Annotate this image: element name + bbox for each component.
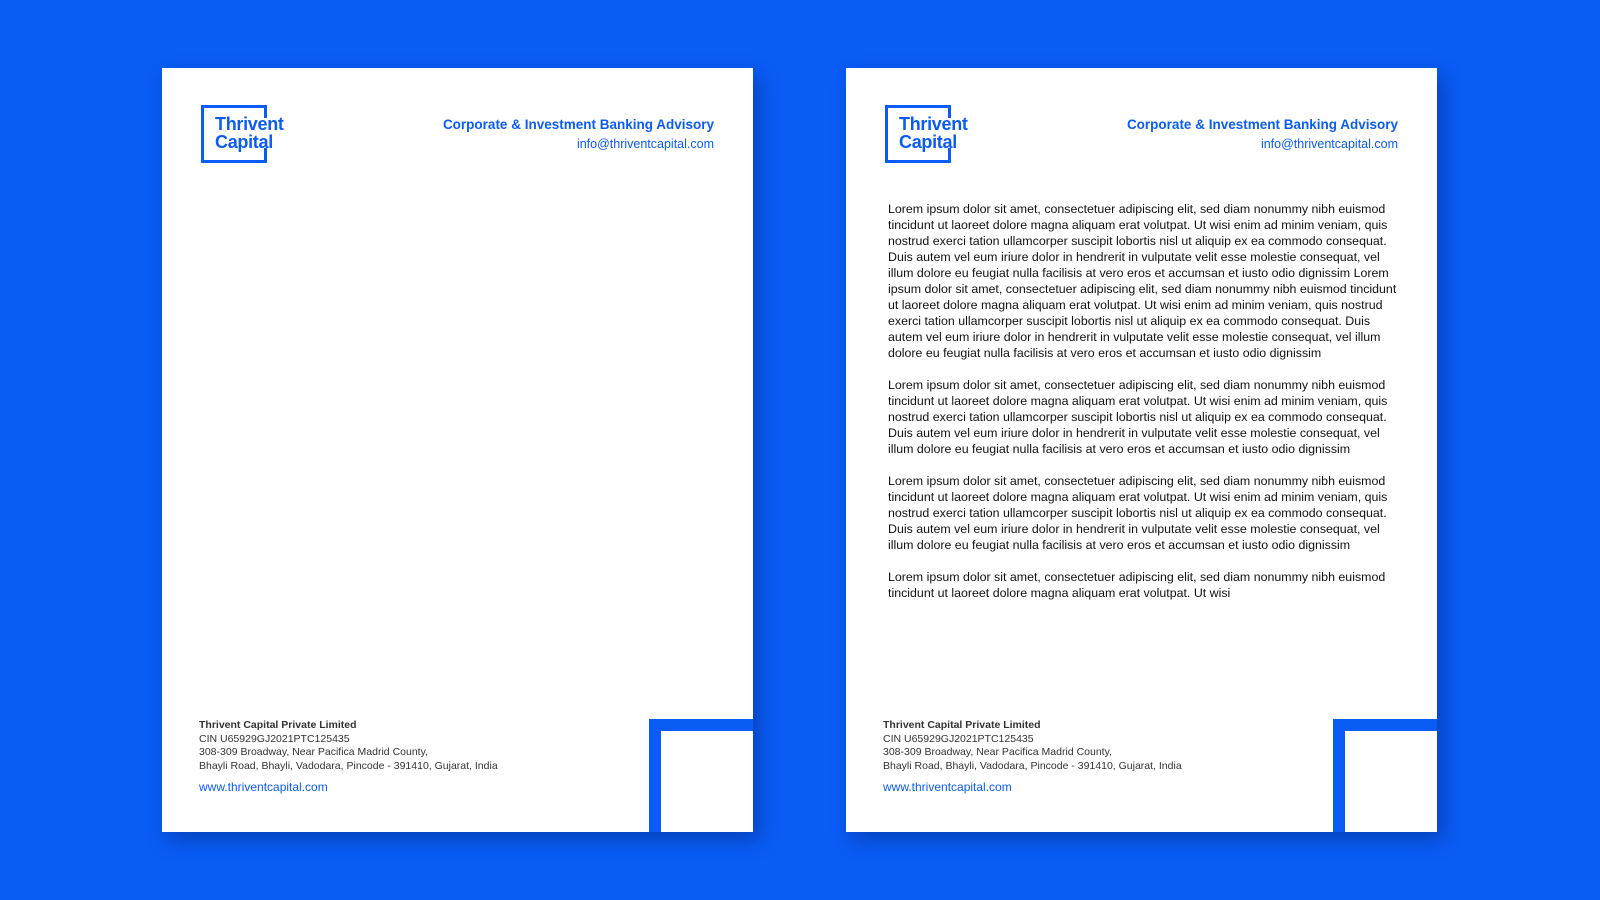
footer-cin: CIN U65929GJ2021PTC125435 — [199, 732, 350, 745]
footer-address-block — [883, 719, 1182, 795]
logo-line-2: Capital — [899, 132, 957, 152]
corner-frame-inner — [1345, 731, 1437, 832]
footer-website: www.thriventcapital.com — [883, 780, 1012, 794]
footer-cin: CIN U65929GJ2021PTC125435 — [883, 732, 1034, 745]
footer-address-line-1: 308-309 Broadway, Near Pacifica Madrid County, — [199, 746, 428, 758]
header-tagline: Corporate & Investment Banking Advisory — [442, 117, 714, 132]
corner-frame-decoration — [1333, 719, 1437, 832]
thrivent-logo — [885, 105, 968, 163]
logo-wordmark — [215, 115, 284, 151]
footer-company: Thrivent Capital Private Limited — [883, 719, 1041, 731]
body-paragraph-2: Lorem ipsum dolor sit amet, consectetuer adipiscing elit, sed diam nonummy nibh euismod tincidunt ut laoreet dolore magna aliquam erat volutpat. Ut wisi enim ad minim veniam, quis nostrud exerci tation ullamcorper suscipit lobortis nisl ut aliquip ex ea commodo consequat. Duis autem vel eum iriure dolor in hendrerit in vulputate velit esse molestie consequat, vel illum dolore eu feugiat nulla facilisis at vero eros et accumsan et iusto odio dignissim — [888, 378, 1388, 456]
footer-address-line-2: Bhayli Road, Bhayli, Vadodara, Pincode - 391410, Gujarat, India — [199, 759, 498, 772]
header-tagline: Corporate & Investment Banking Advisory — [1126, 117, 1398, 132]
header-email: info@thriventcapital.com — [576, 137, 714, 151]
corner-frame-decoration — [649, 719, 753, 832]
footer-address-block — [199, 719, 498, 795]
logo-wordmark — [899, 115, 968, 151]
letterhead-blank — [162, 68, 753, 832]
thrivent-logo — [201, 105, 284, 163]
footer-company: Thrivent Capital Private Limited — [199, 719, 357, 731]
body-paragraph-1: Lorem ipsum dolor sit amet, consectetuer adipiscing elit, sed diam nonummy nibh euismod tincidunt ut laoreet dolore magna aliquam erat volutpat. Ut wisi enim ad minim veniam, quis nostrud exerci tation ullamcorper suscipit lobortis nisl ut aliquip ex ea commodo consequat. Duis autem vel eum iriure dolor in hendrerit in vulputate velit esse molestie consequat, vel illum dolore eu feugiat nulla facilisis at vero eros et accumsan et iusto odio dignissim Lorem ipsum dolor sit amet, consectetuer adipiscing elit, sed diam nonummy nibh euismod tincidunt ut laoreet dolore magna aliquam erat volutpat. Ut wisi enim ad minim veniam, quis nostrud exerci tation ullamcorper suscipit lobortis nisl ut aliquip ex ea commodo consequat. Duis autem vel eum iriure dolor in hendrerit in vulputate velit esse molestie consequat, vel illum dolore eu feugiat nulla facilisis at vero eros et accumsan et iusto odio dignissim — [888, 202, 1397, 360]
body-paragraph-4: Lorem ipsum dolor sit amet, consectetuer adipiscing elit, sed diam nonummy nibh euismod tincidunt ut laoreet dolore magna aliquam erat volutpat. Ut wisi — [888, 570, 1386, 600]
logo-line-1: Thrivent — [899, 114, 968, 134]
footer-address-line-1: 308-309 Broadway, Near Pacifica Madrid County, — [883, 746, 1112, 758]
logo-line-1: Thrivent — [215, 114, 284, 134]
letterhead-filled — [846, 68, 1437, 832]
body-paragraph-3: Lorem ipsum dolor sit amet, consectetuer adipiscing elit, sed diam nonummy nibh euismod tincidunt ut laoreet dolore magna aliquam erat volutpat. Ut wisi enim ad minim veniam, quis nostrud exerci tation ullamcorper suscipit lobortis nisl ut aliquip ex ea commodo consequat. Duis autem vel eum iriure dolor in hendrerit in vulputate velit esse molestie consequat, vel illum dolore eu feugiat nulla facilisis at vero eros et accumsan et iusto odio dignissim — [888, 474, 1388, 552]
letter-body — [888, 201, 1398, 601]
logo-line-2: Capital — [215, 132, 273, 152]
header-email: info@thriventcapital.com — [1260, 137, 1398, 151]
footer-address-line-2: Bhayli Road, Bhayli, Vadodara, Pincode - 391410, Gujarat, India — [883, 759, 1182, 772]
corner-frame-inner — [661, 731, 753, 832]
footer-website: www.thriventcapital.com — [199, 780, 328, 794]
